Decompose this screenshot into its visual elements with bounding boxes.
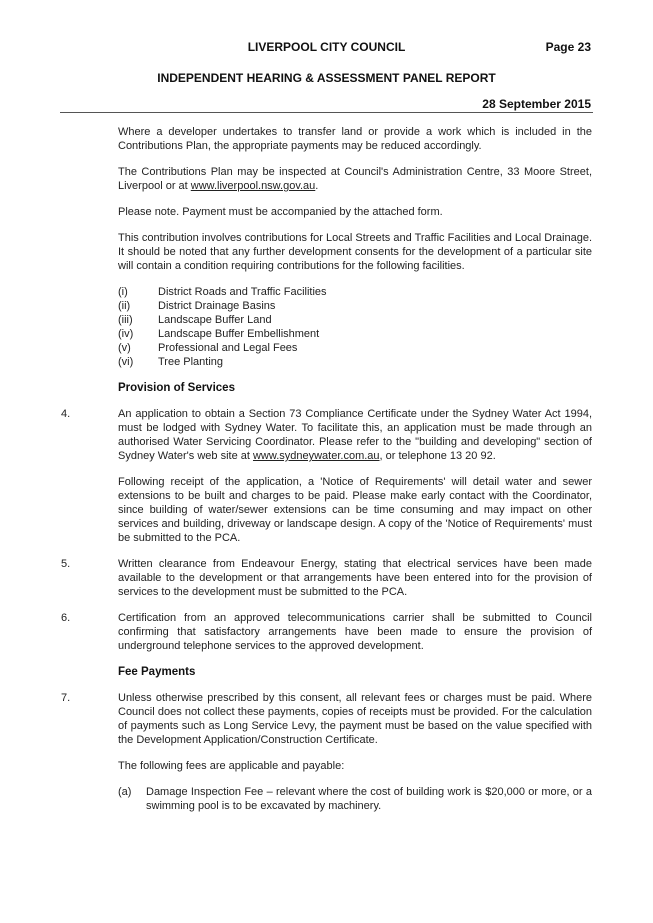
paragraph-contribution-facilities: This contribution involves contributions for Local Streets and Traffic Facilities and Local Drainage. It should be noted that any further development consents for the development of a particular site will contain a condition requiring contributions for the following facilities. (118, 232, 592, 272)
condition-item-7 (61, 691, 592, 747)
list-item-label: Professional and Legal Fees (158, 342, 298, 354)
fee-item-a (118, 785, 592, 813)
condition-item-5 (61, 557, 592, 599)
list-item (118, 327, 592, 341)
fee-item-text: Damage Inspection Fee – relevant where the cost of building work is $20,000 or more, or a swimming pool is to be excavated by machinery. (146, 786, 592, 812)
condition-text: An application to obtain a Section 73 Compliance Certificate under the Sydney Water Act 1994, must be lodged with Sydney Water. To facilitate this, an application must be made through an authorised Water Servicing Coordinator. Please refer to the "building and developing" section of Sydney Water's web site at (118, 408, 592, 462)
list-item-number: (ii) (118, 300, 131, 312)
report-date: 28 September 2015 (482, 97, 591, 111)
list-item (118, 355, 592, 369)
document-body (61, 125, 592, 813)
paragraph-payment-note: Please note. Payment must be accompanied by the attached form. (118, 206, 443, 218)
liverpool-website-link[interactable]: www.liverpool.nsw.gov.au (190, 180, 316, 192)
condition-number: 6. (61, 612, 71, 624)
condition-text: Unless otherwise prescribed by this consent, all relevant fees or charges must be paid. Where Council does not collect these payments, copies of receipts must be provided. For the calculation of payments such as Long Service Levy, the payment must be based on the value specified with the Development Application/Construction Certificate. (118, 692, 592, 746)
facilities-list (118, 285, 592, 369)
paragraph-fees-intro: The following fees are applicable and payable: (118, 760, 345, 772)
list-item-number: (vi) (118, 356, 134, 368)
paragraph-text: The Contributions Plan may be inspected at Council's Administration Centre, 33 Moore Street, Liverpool or at (118, 166, 592, 192)
list-item-number: (iv) (118, 328, 134, 340)
section-heading-fees: Fee Payments (118, 666, 196, 678)
list-item-label: Tree Planting (158, 356, 224, 368)
list-item (118, 299, 592, 313)
condition-text-end: , or telephone 13 20 92. (379, 450, 496, 462)
paragraph-notice-of-requirements: Following receipt of the application, a 'Notice of Requirements' will detail water and sewer extensions to be built and charges to be paid. Please make early contact with the Coordinator, since building of water/sewer extensions can be time consuming and may impact on other services and building, driveway or landscape design. A copy of the 'Notice of Requirements' must be submitted to the PCA. (118, 476, 592, 544)
header-rule (60, 112, 593, 113)
list-item (118, 285, 592, 299)
page-number: Page 23 (545, 40, 591, 54)
list-item-number: (v) (118, 342, 131, 354)
report-title: INDEPENDENT HEARING & ASSESSMENT PANEL REPORT (157, 71, 496, 85)
fee-item-number: (a) (118, 786, 132, 798)
condition-item-4 (61, 407, 592, 463)
list-item (118, 341, 592, 355)
condition-item-6 (61, 611, 592, 653)
condition-text: Written clearance from Endeavour Energy, stating that electrical services have been made available to the development or that arrangements have been entered into for the provision of services to the development must be submitted to the PCA. (118, 558, 592, 598)
paragraph-contributions-plan (118, 165, 592, 193)
condition-number: 4. (61, 408, 71, 420)
condition-number: 7. (61, 692, 71, 704)
sydney-water-website-link[interactable]: www.sydneywater.com.au (252, 450, 380, 462)
paragraph-end: . (315, 180, 319, 192)
condition-number: 5. (61, 558, 71, 570)
list-item-number: (iii) (118, 314, 133, 326)
council-name: LIVERPOOL CITY COUNCIL (247, 40, 406, 54)
list-item-label: Landscape Buffer Land (158, 314, 272, 326)
condition-text: Certification from an approved telecommunications carrier shall be submitted to Council confirming that satisfactory arrangements have been made to ensure the provision of underground telephone services to the approved development. (118, 612, 592, 652)
paragraph-contributions-reduction: Where a developer undertakes to transfer land or provide a work which is included in the Contributions Plan, the appropriate payments may be reduced accordingly. (118, 126, 592, 152)
list-item (118, 313, 592, 327)
list-item-number: (i) (118, 286, 128, 298)
list-item-label: District Roads and Traffic Facilities (158, 286, 327, 298)
list-item-label: Landscape Buffer Embellishment (158, 328, 320, 340)
section-heading-services: Provision of Services (118, 382, 235, 394)
list-item-label: District Drainage Basins (158, 300, 276, 312)
